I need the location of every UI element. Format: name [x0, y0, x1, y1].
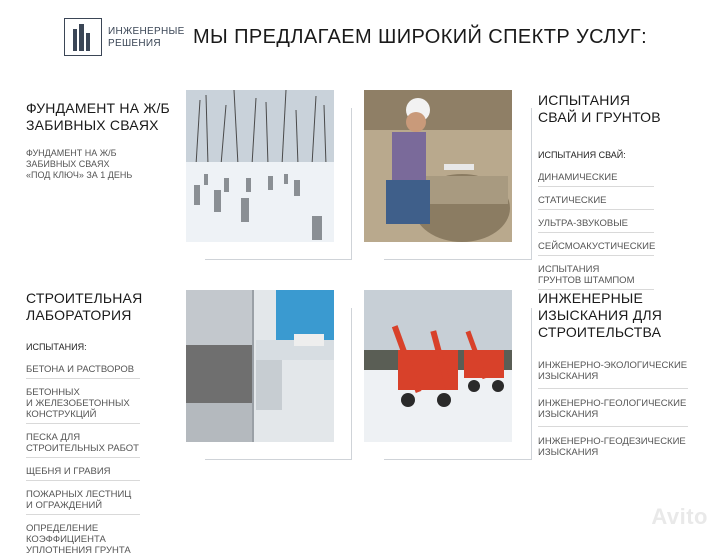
list-item — [26, 487, 140, 515]
logo-mark — [64, 18, 102, 56]
block4-title-line1: ИНЖЕНЕРНЫЕ — [538, 290, 644, 306]
list-item-line: ПОЖАРНЫХ ЛЕСТНИЦ — [26, 489, 132, 500]
block4-title — [538, 290, 662, 341]
list-item-line: КОЭФФИЦИЕНТА — [26, 534, 106, 545]
block2-photo-engineer — [364, 90, 512, 242]
list-item-line: И ЖЕЛЕЗОБЕТОННЫХ — [26, 398, 130, 409]
list-item-line: ИНЖЕНЕРНО-ЭКОЛОГИЧЕСКИЕ — [538, 360, 688, 371]
list-item — [26, 362, 140, 379]
list-item-line: ЩЕБНЯ И ГРАВИЯ — [26, 466, 111, 477]
block1-subtitle — [26, 148, 156, 181]
list-item — [538, 396, 688, 427]
list-item: СЕЙСМОАКУСТИЧЕСКИЕ — [538, 239, 654, 256]
list-item-line: ИЗЫСКАНИЯ — [538, 371, 599, 382]
list-item — [26, 385, 140, 424]
avito-watermark: Avito — [651, 504, 708, 529]
block2-list — [538, 148, 654, 290]
list-item-line: УПЛОТНЕНИЯ ГРУНТА — [26, 545, 131, 556]
list-item: УЛЬТРА-ЗВУКОВЫЕ — [538, 216, 654, 233]
list-item-line: КОНСТРУКЦИЙ — [26, 409, 97, 420]
list-item-line: ИЗЫСКАНИЯ — [538, 447, 599, 458]
block3-list — [26, 340, 140, 559]
list-item-line: ИСПЫТАНИЯ — [538, 264, 600, 275]
list-item — [538, 262, 654, 290]
block1-title-line1: ФУНДАМЕНТ НА Ж/Б — [26, 100, 170, 116]
list-item-line: СТРОИТЕЛЬНЫХ РАБОТ — [26, 443, 139, 454]
list-item-line: ПЕСКА ДЛЯ — [26, 432, 81, 443]
block2-list-head: ИСПЫТАНИЯ СВАЙ: — [538, 150, 626, 160]
block3-title-line1: СТРОИТЕЛЬНАЯ — [26, 290, 143, 306]
page-title: МЫ ПРЕДЛАГАЕМ ШИРОКИЙ СПЕКТР УСЛУГ: — [193, 26, 648, 48]
block1-sub-line1: ФУНДАМЕНТ НА Ж/Б — [26, 148, 117, 158]
list-item-line: БЕТОННЫХ — [26, 387, 80, 398]
list-item: СТАТИЧЕСКИЕ — [538, 193, 654, 210]
list-item-line: ИНЖЕНЕРНО-ГЕОДЕЗИЧЕСКИЕ — [538, 436, 686, 447]
list-item — [26, 430, 140, 458]
block4-photo-drilling — [364, 290, 512, 442]
list-item-line: ГРУНТОВ ШТАМПОМ — [538, 275, 635, 286]
logo-line-2: РЕШЕНИЯ — [108, 38, 161, 49]
building-logo-icon — [65, 19, 100, 54]
block1-photo-piles — [186, 90, 334, 242]
block4-title-line3: СТРОИТЕЛЬСТВА — [538, 324, 662, 340]
block3-photo-lab — [186, 290, 334, 442]
logo-line-1: ИНЖЕНЕРНЫЕ — [108, 26, 185, 37]
block2-title — [538, 92, 661, 126]
block1-title — [26, 100, 170, 134]
list-item: ДИНАМИЧЕСКИЕ — [538, 170, 654, 187]
block3-list-head: ИСПЫТАНИЯ: — [26, 342, 87, 352]
block3-title-line2: ЛАБОРАТОРИЯ — [26, 307, 132, 323]
list-item-line: ОПРЕДЕЛЕНИЕ — [26, 523, 99, 534]
logo-text — [108, 26, 185, 50]
block4-title-line2: ИЗЫСКАНИЯ ДЛЯ — [538, 307, 663, 323]
block1-title-line2: ЗАБИВНЫХ СВАЯХ — [26, 117, 159, 133]
list-item — [538, 434, 688, 461]
list-item — [538, 358, 688, 389]
block4-list — [538, 358, 688, 461]
list-item-line: ИЗЫСКАНИЯ — [538, 409, 599, 420]
list-item-line: И ОГРАЖДЕНИЙ — [26, 500, 103, 511]
block3-title — [26, 290, 142, 324]
list-item-line: БЕТОНА И РАСТВОРОВ — [26, 364, 135, 375]
list-item-line: ИНЖЕНЕРНО-ГЕОЛОГИЧЕСКИЕ — [538, 398, 687, 409]
block2-title-line2: СВАЙ И ГРУНТОВ — [538, 109, 661, 125]
block1-sub-line2: ЗАБИВНЫХ СВАЯХ — [26, 159, 110, 169]
block2-title-line1: ИСПЫТАНИЯ — [538, 92, 631, 108]
list-item — [26, 521, 140, 559]
block1-sub-line3: «ПОД КЛЮЧ» ЗА 1 ДЕНЬ — [26, 170, 133, 180]
list-item — [26, 464, 140, 481]
